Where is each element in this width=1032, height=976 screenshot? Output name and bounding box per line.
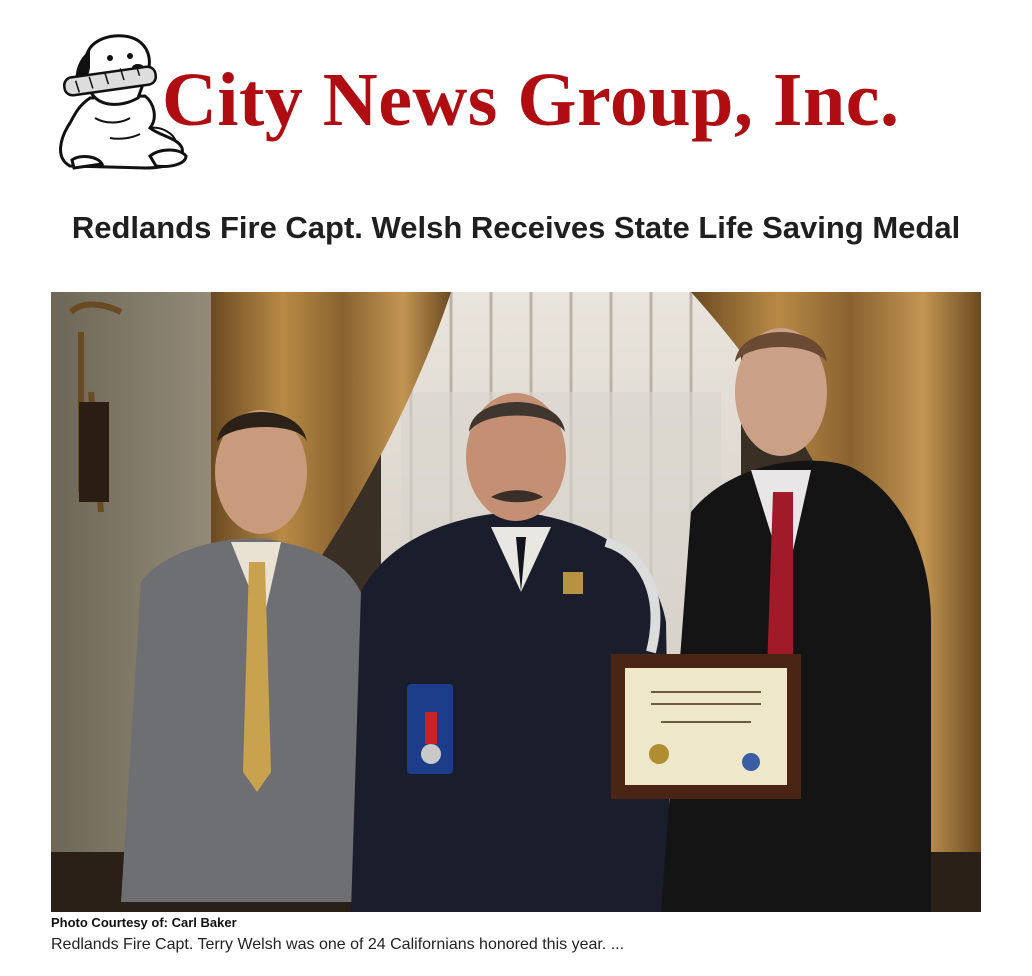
photo-credit: Photo Courtesy of: Carl Baker <box>51 915 237 930</box>
article-excerpt[interactable]: Redlands Fire Capt. Terry Welsh was one of 24 Californians honored this year. ... <box>51 936 625 953</box>
article-headline[interactable]: Redlands Fire Capt. Welsh Receives State Life Saving Medal <box>71 210 961 245</box>
masthead <box>50 28 980 178</box>
brand-name[interactable]: City News Group, Inc. <box>162 58 900 142</box>
article-photo[interactable] <box>51 292 981 912</box>
